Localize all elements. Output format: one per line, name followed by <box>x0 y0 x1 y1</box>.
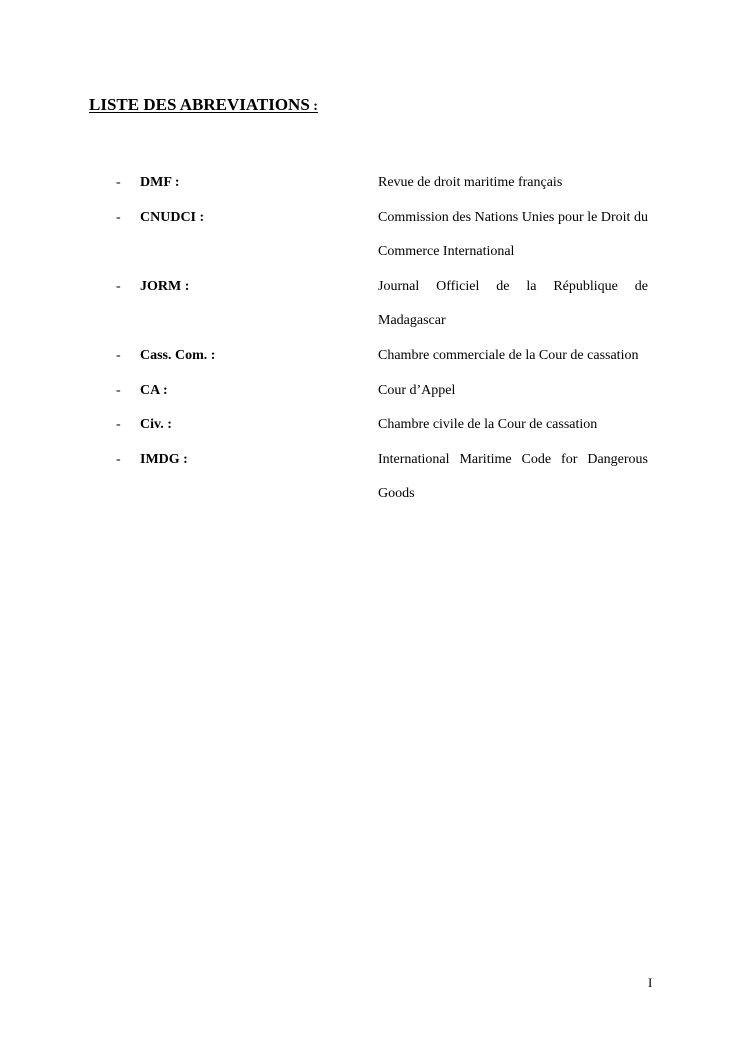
page-title-colon: : <box>309 99 318 114</box>
abbreviation-definition: Journal Officiel de la République de Madagascar <box>378 278 648 329</box>
list-bullet: - <box>116 175 121 190</box>
page-title-text: LISTE DES ABREVIATIONS <box>89 95 310 114</box>
abbreviation-entry <box>0 408 745 443</box>
list-bullet: - <box>116 417 121 433</box>
abbreviation-entry <box>0 270 745 339</box>
abbreviation-term: CA : <box>140 382 168 398</box>
list-bullet: - <box>116 347 121 363</box>
abbreviation-term: JORM : <box>140 278 190 294</box>
page-title <box>89 95 318 117</box>
list-bullet: - <box>116 278 121 294</box>
abbreviation-entry <box>0 201 745 270</box>
abbreviation-definition: Cour d’Appel <box>378 382 456 398</box>
abbreviation-definition: Chambre commerciale de la Cour de cassation <box>378 347 639 363</box>
abbreviation-term: DMF : <box>140 175 180 190</box>
abbreviation-definition: Commission des Nations Unies pour le Droit du Commerce International <box>378 209 648 260</box>
abbreviation-definition: International Maritime Code for Dangerous Goods <box>378 451 648 502</box>
abbreviation-entry <box>0 443 745 512</box>
abbreviation-definition: Revue de droit maritime français <box>378 175 563 190</box>
abbreviation-entry <box>0 166 745 201</box>
list-bullet: - <box>116 382 121 398</box>
abbreviation-entry <box>0 339 745 374</box>
abbreviation-definition: Chambre civile de la Cour de cassation <box>378 417 598 433</box>
abbreviation-list <box>0 166 745 512</box>
abbreviation-entry <box>0 374 745 409</box>
abbreviation-term: Civ. : <box>140 417 172 433</box>
abbreviation-term: IMDG : <box>140 451 188 467</box>
abbreviation-term: Cass. Com. : <box>140 347 216 363</box>
list-bullet: - <box>116 209 121 225</box>
page-number: I <box>648 975 653 990</box>
abbreviation-term: CNUDCI : <box>140 209 205 225</box>
list-bullet: - <box>116 451 121 467</box>
